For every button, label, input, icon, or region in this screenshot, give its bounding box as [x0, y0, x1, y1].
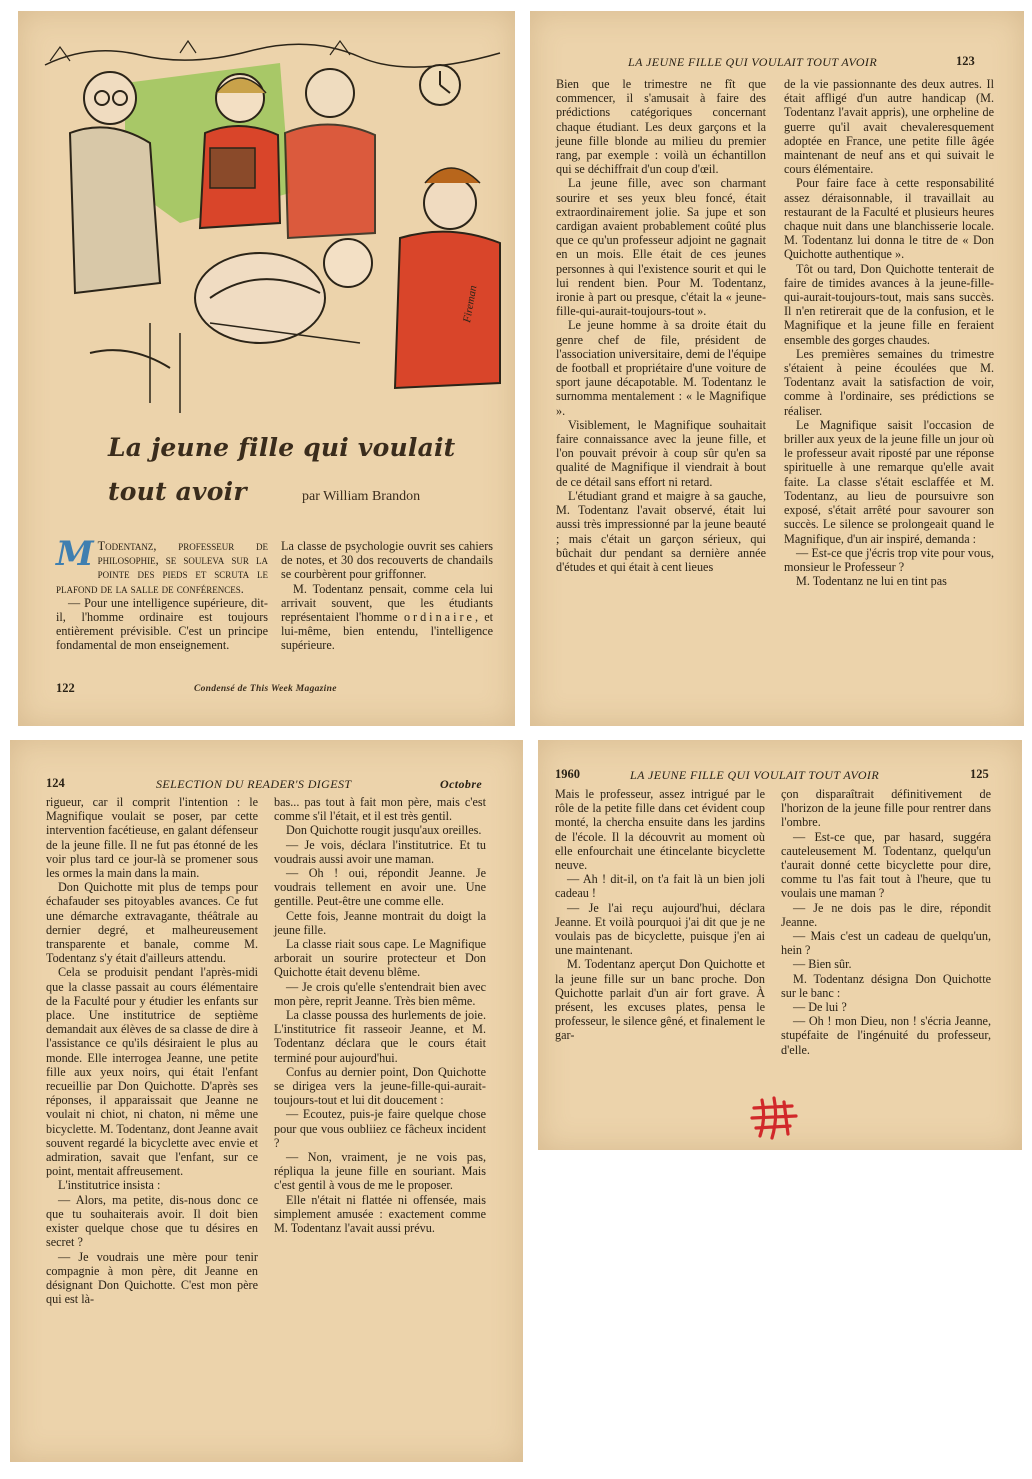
p125-col1-para1: Mais le professeur, assez intrigué par le rôle de la petite fille dans cet évident coup monté, la chercha ensuite dans les jardins de l'école. Il la découvrit au moment où elle enfourchait une étincelante bicyclette neuve. — [555, 787, 765, 873]
p123-column-2 — [784, 77, 994, 588]
p123-col1-para1: Bien que le trimestre ne fît que commencer, il s'amusait à faire des prédictions catégoriques concernant chaque étudiant. Les deux garçons et la jeune fille blonde au milieu du premier rang, par exemple : voilà un échantillon qui se déchiffrait d'un coup d'œil. — [556, 77, 766, 177]
p123-column-1 — [556, 77, 766, 574]
p124-col2-para8: La classe poussa des hurlements de joie. L'institutrice fit rasseoir Jeanne, et M. Todentanz déclara que le cours était terminé pour aujourd'hui. — [274, 1008, 486, 1065]
p124-col1-para3: Cela se produisit pendant l'après-midi que la classe passait au cours élémentaire de la Faculté pour y étudier les enfants sur place. Une institutrice de septième demandait aux élèves de sa classe de dire à l'assistance ce qu'ils désiraient le plus au monde. Elle interrogea Jeanne, une petite fille aux yeux noirs, qui était l'enfant recueillie par Don Quichotte. D'après ses réponses, il apparaissait que Jeanne ne voulait ni chiot, ni chaton, ni même une bicyclette. M. Todentanz, dont Jeanne avait souvent regardé la bicyclette avec envie et admiration, savait que l'enfant, sur ce point, mentait affreusement. — [46, 965, 258, 1179]
p122-col2-para2-a: M. Todentanz pensait, comme cela lui arrivait souvent, que les étudiants représentaient l'homme — [281, 581, 493, 625]
p122-col2-para2-spaced: ordinaire — [403, 610, 475, 625]
p125-col2-para1: çon disparaîtrait définitivement de l'horizon de la jeune fille pour rentrer dans l'ombre. — [781, 787, 991, 830]
p124-col2-para5: Cette fois, Jeanne montrait du doigt la jeune fille. — [274, 908, 486, 937]
article-title-line1: La jeune fille qui voulait — [108, 433, 456, 462]
page-number-125: 125 — [970, 767, 989, 781]
p124-col1-para4: L'institutrice insista : — [58, 1178, 161, 1193]
page-number-122: 122 — [56, 681, 75, 695]
p123-col2-para5: Le Magnifique saisit l'occasion de briller aux yeux de la jeune fille un jour où le professeur avait riposté par une réponse spirituelle à une remarque qu'elle avait faite. La classe s'était esclaffée et M. Todentanz, au lieu de poursuivre son exposé, s'était arrêté pour savourer son succès. Le silence se prolongeait quand le Magnifique, d'un air inspiré, demanda : — [784, 417, 994, 546]
p122-col2-para2 — [281, 582, 493, 653]
p122-col2-para2-b: , et lui-même, bien entendu, l'intelligence supérieure. — [281, 610, 493, 653]
p123-col2-para3: Tôt ou tard, Don Quichotte tenterait de faire de timides avances à la jeune-fille-qui-aurait-toujours-tout, mais sans succès. Il n'en retirerait que de la confusion, et le Magnifique et la jeune fille en feraient ensemble des gorges chaudes. — [784, 261, 994, 347]
p125-col2-para2: — Est-ce que, par hasard, suggéra cauteleusement M. Todentanz, quelqu'un t'aurait donné cette bicyclette pour dire, comme tu l'as fait tout à l'heure, que tu voulais une maman ? — [781, 829, 991, 901]
p125-col2-para7: — De lui ? — [793, 1000, 847, 1015]
year-1960: 1960 — [555, 767, 580, 781]
p123-col2-para7: M. Todentanz ne lui en tint pas — [796, 574, 947, 589]
p124-col2-para2: Don Quichotte rougit jusqu'aux oreilles. — [286, 823, 482, 838]
page-123 — [530, 11, 1024, 726]
p124-col2-para3: — Je vois, déclara l'institutrice. Et tu voudrais aussi avoir une maman. — [274, 837, 486, 866]
p123-col1-para3: Le jeune homme à sa droite était du genre chef de file, président de l'association universitaire, demi de l'équipe de football et propriétaire d'une voiture de sport jaune décapotable. M. Todentanz le surnomma mentalement : « le Magnifique ». — [556, 318, 766, 418]
issue-month: Octobre — [440, 777, 483, 791]
illustration-signature: Fireman — [461, 284, 480, 324]
p124-col2-para12: Elle n'était ni flattée ni offensée, mais simplement amusée : exactement comme M. Todentanz l'avait aussi prévu. — [274, 1192, 486, 1236]
p124-col1-para5: — Alors, ma petite, dis-nous donc ce que tu souhaiterais avoir. Il doit bien exister quelque chose que tu désires en secret ? — [46, 1192, 258, 1250]
page-124 — [10, 740, 523, 1462]
p125-col1-para3: — Je l'ai reçu aujourd'hui, déclara Jeanne. Et voilà pourquoi j'ai dit que je ne voulais pas de bicyclette, puisque j'en ai une maintenant. — [555, 900, 765, 958]
running-head-124: SELECTION DU READER'S DIGEST — [156, 777, 352, 791]
p123-col2-para6: — Est-ce que j'écris trop vite pour vous, monsieur le Professeur ? — [784, 545, 994, 574]
p124-col2-para6: La classe riait sous cape. Le Magnifique arborait un sourire protecteur et Don Quichotte était devenu blême. — [274, 937, 486, 980]
page-125 — [538, 740, 1022, 1150]
p125-col2-para5: — Bien sûr. — [793, 957, 852, 972]
page-number-123: 123 — [956, 54, 975, 68]
article-byline: par William Brandon — [302, 489, 421, 504]
p122-col1-para2: — Pour une intelligence supérieure, dit-il, l'homme ordinaire est toujours entièrement prévisible. C'est un principe fondamental de mon enseignement. — [56, 595, 268, 653]
p123-col2-para4: Les premières semaines du trimestre s'étaient à peine écoulées que M. Todentanz avait la satisfaction de voir, comme à l'ordinaire, ses prédictions se réaliser. — [784, 346, 994, 418]
p124-col2-para9: Confus au dernier point, Don Quichotte se dirigea vers la jeune-fille-qui-aurait-toujours-tout et lui dit doucement : — [274, 1064, 486, 1108]
p125-col2-para6: M. Todentanz désigna Don Quichotte sur le banc : — [781, 971, 991, 1000]
page-number-124: 124 — [46, 776, 65, 790]
drop-cap: M — [56, 534, 94, 574]
p124-col2-para1: bas... pas tout à fait mon père, mais c'est comme s'il l'était, et il est très gentil. — [274, 795, 486, 824]
p124-column-1 — [46, 795, 258, 1306]
page-122 — [18, 11, 515, 726]
p124-col1-para6: — Je voudrais une mère pour tenir compagnie à mon père, dit Jeanne en désignant Don Quichotte. C'est mon père qui est là- — [46, 1249, 258, 1307]
p123-col2-para2: Pour faire face à cette responsabilité assez déraisonnable, il travaillait au restaurant de la Faculté et plusieurs heures chaque nuit dans une blanchisserie locale. M. Todentanz lui donna le titre de « Don Quichotte authentique ». — [784, 176, 994, 262]
p124-col2-para7: — Je crois qu'elle s'entendrait bien avec mon père, reprit Jeanne. Très bien même. — [274, 979, 486, 1008]
article-title-line2: tout avoir — [108, 477, 247, 506]
p124-col2-para4: — Oh ! oui, répondit Jeanne. Je voudrais tellement en avoir une. Une gentille. Peut-être une comme elle. — [274, 866, 486, 909]
p123-col1-para5: L'étudiant grand et maigre à sa gauche, M. Todentanz l'avait observé, était lui aussi très impressionné par la jeune beauté ; mais c'était un garçon sérieux, qui bûchait dur pendant sa dernière année d'études et qui était à cent lieues — [556, 488, 766, 574]
p123-col1-para4: Visiblement, le Magnifique souhaitait faire connaissance avec la jeune fille, et l'on pouvait prévoir à coup sûr qu'en sa qualité de Magnifique il viendrait à bout de ce détail sans effort ni retard. — [556, 417, 766, 489]
p125-col1-para4: M. Todentanz aperçut Don Quichotte et la jeune fille sur un banc proche. Don Quichotte parlait d'un air fort grave. À présent, les excuses plates, pensa le professeur, le silence gêné, et finalement le gar- — [555, 957, 765, 1043]
p125-col1-para2: — Ah ! dit-il, on t'a fait là un bien joli cadeau ! — [555, 872, 765, 901]
end-mark-stamp-icon — [748, 1096, 800, 1140]
p125-col2-para4: — Mais c'est un cadeau de quelqu'un, hein ? — [781, 929, 991, 958]
condensed-credit: Condensé de This Week Magazine — [194, 684, 337, 694]
running-head-125: LA JEUNE FILLE QUI VOULAIT TOUT AVOIR — [630, 768, 880, 782]
p124-col2-para10: — Ecoutez, puis-je faire quelque chose pour que vous oubliiez ce fâcheux incident ? — [274, 1107, 486, 1150]
p124-col1-para1: rigueur, car il comprit l'intention : le Magnifique voulait se poser, par cette intervention facétieuse, en galant défenseur de la jeune fille. Il ne fut pas étonné de les voir plus tard ce jour-là se promener sous les ormes la main dans la main. — [46, 795, 258, 881]
p125-col2-para8: — Oh ! mon Dieu, non ! s'écria Jeanne, stupéfaite de l'ingénuité du professeur, d'elle. — [781, 1014, 991, 1057]
illustration-classroom — [30, 23, 504, 418]
p124-column-2 — [274, 795, 486, 1235]
p125-column-2 — [781, 787, 991, 1057]
p122-col2-para1: La classe de psychologie ouvrit ses cahiers de notes, et 30 dos recouverts de chandails se courbèrent pour griffonner. — [281, 539, 493, 582]
p122-col1-para1: Todentanz, professeur de philosophie, se souleva sur la pointe des pieds et scruta le plafond de la salle de conférences. — [56, 539, 268, 596]
p124-col2-para11: — Non, vraiment, je ne vois pas, répliqua la jeune fille en souriant. Mais c'est gentil à vous de me le proposer. — [274, 1150, 486, 1193]
p123-col1-para2: La jeune fille, avec son charmant sourire et ses yeux bleu foncé, était extraordinairement jolie. Sa jupe et son cardigan avaient probablement coûté plus que ce qu'un professeur adjoint ne gagnait en un mois. Elle était de ces jeunes personnes à qui l'existence sourit et qui le lui rendent bien. Pour M. Todentanz, ironie à part ou presque, c'était la « jeune-fille-qui-aurait-toujours-tout ». — [556, 176, 766, 319]
p122-column-1 — [56, 534, 268, 653]
running-head-123: LA JEUNE FILLE QUI VOULAIT TOUT AVOIR — [628, 55, 878, 69]
p124-col1-para2: Don Quichotte mit plus de temps pour échafauder ses pitoyables avances. Ce fut une démarche extravagante, théâtrale au dernier degré, et malheureusement transparente et banale, comme M. Todentanz s'y était d'ailleurs attendu. — [46, 880, 258, 966]
p125-col2-para3: — Je ne dois pas le dire, répondit Jeanne. — [781, 900, 991, 929]
p123-col2-para1: de la vie passionnante des deux autres. Il était affligé d'un autre handicap (M. Todentanz l'avait appris), une orpheline de guerre qu'il avait chevaleresquement adoptée en France, une petite fille âgée maintenant de neuf ans et qui suivait le cours élémentaire. — [784, 77, 994, 177]
p125-column-1 — [555, 787, 765, 1043]
p122-column-2 — [281, 539, 493, 653]
